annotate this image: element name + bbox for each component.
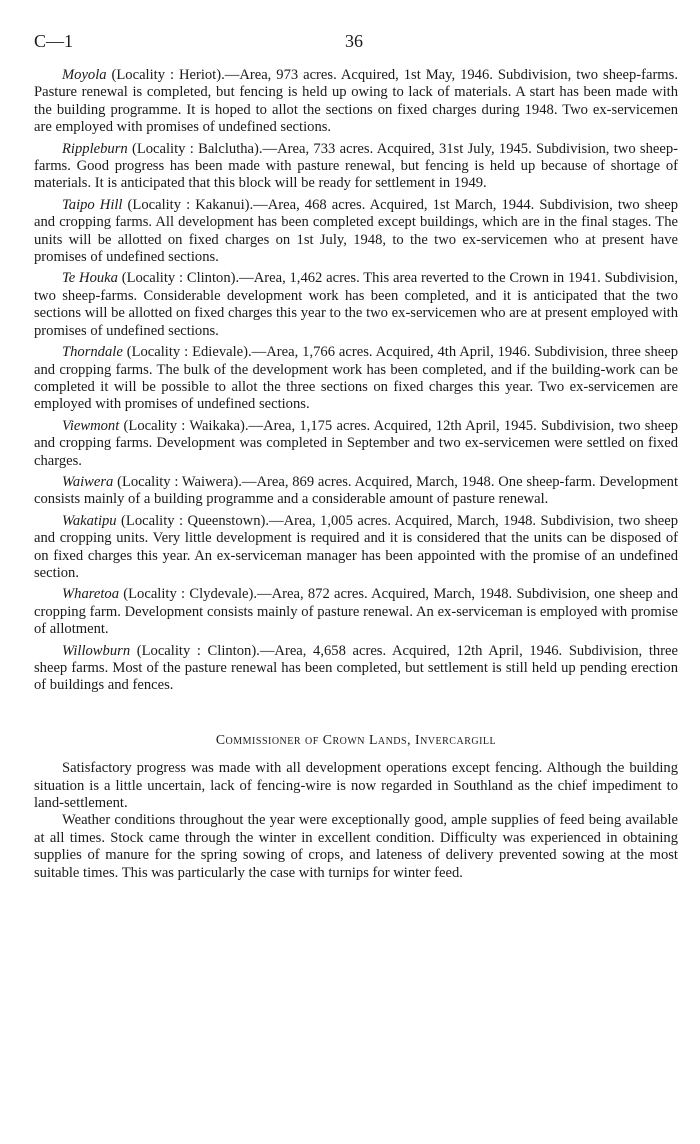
- entry-text: (Locality : Clinton).—Area, 4,658 acres. Acquired, 12th April, 1946. Subdivision, three sheep farms. Most of the pasture renewal has been completed, but settlement is still held up pending erection of buildings and fences.: [34, 642, 678, 694]
- entry-name: Te Houka: [62, 270, 118, 287]
- entry-text: (Locality : Edievale).—Area, 1,766 acres. Acquired, 4th April, 1946. Subdivision, three sheep and cropping farms. The bulk of the development work has been completed, and if the building-work can be completed it will be possible to allot the three sections on fixed charges this year. Two ex-servicemen are employed with promises of undefined sections.: [34, 344, 678, 413]
- entry-paragraph: [34, 474, 678, 509]
- entry-paragraph: [34, 197, 678, 267]
- section-heading: Commissioner of Crown Lands, Invercargill: [215, 731, 497, 747]
- entry-text: (Locality : Clinton).—Area, 1,462 acres. This area reverted to the Crown in 1941. Subdivision, two sheep-farms. Considerable development work has been completed, and it is anticipated that the two sections will be allotted on fixed charges this year to the two ex-servicemen who are at present employed with promises of undefined sections.: [34, 270, 679, 339]
- page-reference: C—1: [34, 31, 74, 51]
- entry-paragraph: [34, 141, 678, 193]
- entry-name: Waiwera: [62, 473, 114, 490]
- section-paragraph: Weather conditions throughout the year were exceptionally good, ample supplies of feed being available at all times. Stock came through the winter in excellent condition. Difficulty was experienced in obtaining supplies of manure for the spring sowing of crops, and lateness of delivery prevented sowing at the most suitable times. This was particularly the case with turnips for winter feed.: [34, 812, 678, 881]
- entry-text: (Locality : Waikaka).—Area, 1,175 acres. Acquired, 12th April, 1945. Subdivision, two sheep and cropping farms. Development was completed in September and two ex-servicemen were settled on fixed charges.: [34, 417, 678, 469]
- entry-name: Rippleburn: [62, 140, 128, 157]
- entry-name: Taipo Hill: [62, 196, 123, 213]
- entry-paragraph: [34, 67, 678, 137]
- entry-name: Wharetoa: [62, 586, 120, 603]
- entry-name: Moyola: [62, 67, 107, 83]
- document-body: [34, 67, 678, 882]
- page-number: 36: [345, 31, 363, 51]
- entry-paragraph: [34, 586, 678, 638]
- entry-paragraph: [34, 270, 678, 340]
- entry-text: (Locality : Heriot).—Area, 973 acres. Acquired, 1st May, 1946. Subdivision, two sheep-farms. Pasture renewal is completed, but fencing is held up owing to lack of materials. A start has been made with the building programme. It is hoped to allot the sections on fixed charges during 1948. Two ex-servicemen are employed with promises of undefined sections.: [34, 67, 678, 136]
- entry-paragraph: [34, 344, 678, 414]
- entry-name: Thorndale: [62, 344, 123, 361]
- entry-paragraph: [34, 513, 678, 583]
- page-header: [34, 31, 674, 51]
- entry-name: Viewmont: [62, 417, 120, 434]
- section-paragraph: Satisfactory progress was made with all development operations except fencing. Although the building situation is a little uncertain, lack of fencing-wire is now regarded in Southland as the chief impediment to land-settlement.: [34, 760, 678, 812]
- entry-name: Willowburn: [62, 642, 131, 659]
- entry-text: (Locality : Balclutha).—Area, 733 acres. Acquired, 31st July, 1945. Subdivision, two sheep-farms. Good progress has been made with pasture renewal, but fencing is held up because of shortage of materials. It is anticipated that this block will be ready for settlement in 1949.: [34, 140, 678, 192]
- entry-text: (Locality : Kakanui).—Area, 468 acres. Acquired, 1st March, 1944. Subdivision, two sheep and cropping farms. All development has been completed except buildings, which are in the final stages. The units will be allotted on fixed charges on 1st July, 1948, to the two ex-servicemen who at present have promises of undefined sections.: [34, 196, 678, 266]
- entry-name: Wakatipu: [62, 512, 117, 529]
- entry-paragraph: [34, 643, 678, 695]
- entry-text: (Locality : Waiwera).—Area, 869 acres. Acquired, March, 1948. One sheep-farm. Development consists mainly of a building programme and a considerable amount of pasture renewal.: [34, 473, 678, 508]
- entry-text: (Locality : Clydevale).—Area, 872 acres. Acquired, March, 1948. Subdivision, one sheep and cropping farm. Development consists mainly of pasture renewal. An ex-serviceman is employed with promise of allotment.: [34, 586, 678, 638]
- entry-text: (Locality : Queenstown).—Area, 1,005 acres. Acquired, March, 1948. Subdivision, two sheep and cropping units. Very little development is required and it is considered that the units can be disposed of on fixed charges this year. An ex-serviceman manager has been appointed with the promise of an undefined section.: [34, 512, 678, 581]
- entry-paragraph: [34, 418, 678, 470]
